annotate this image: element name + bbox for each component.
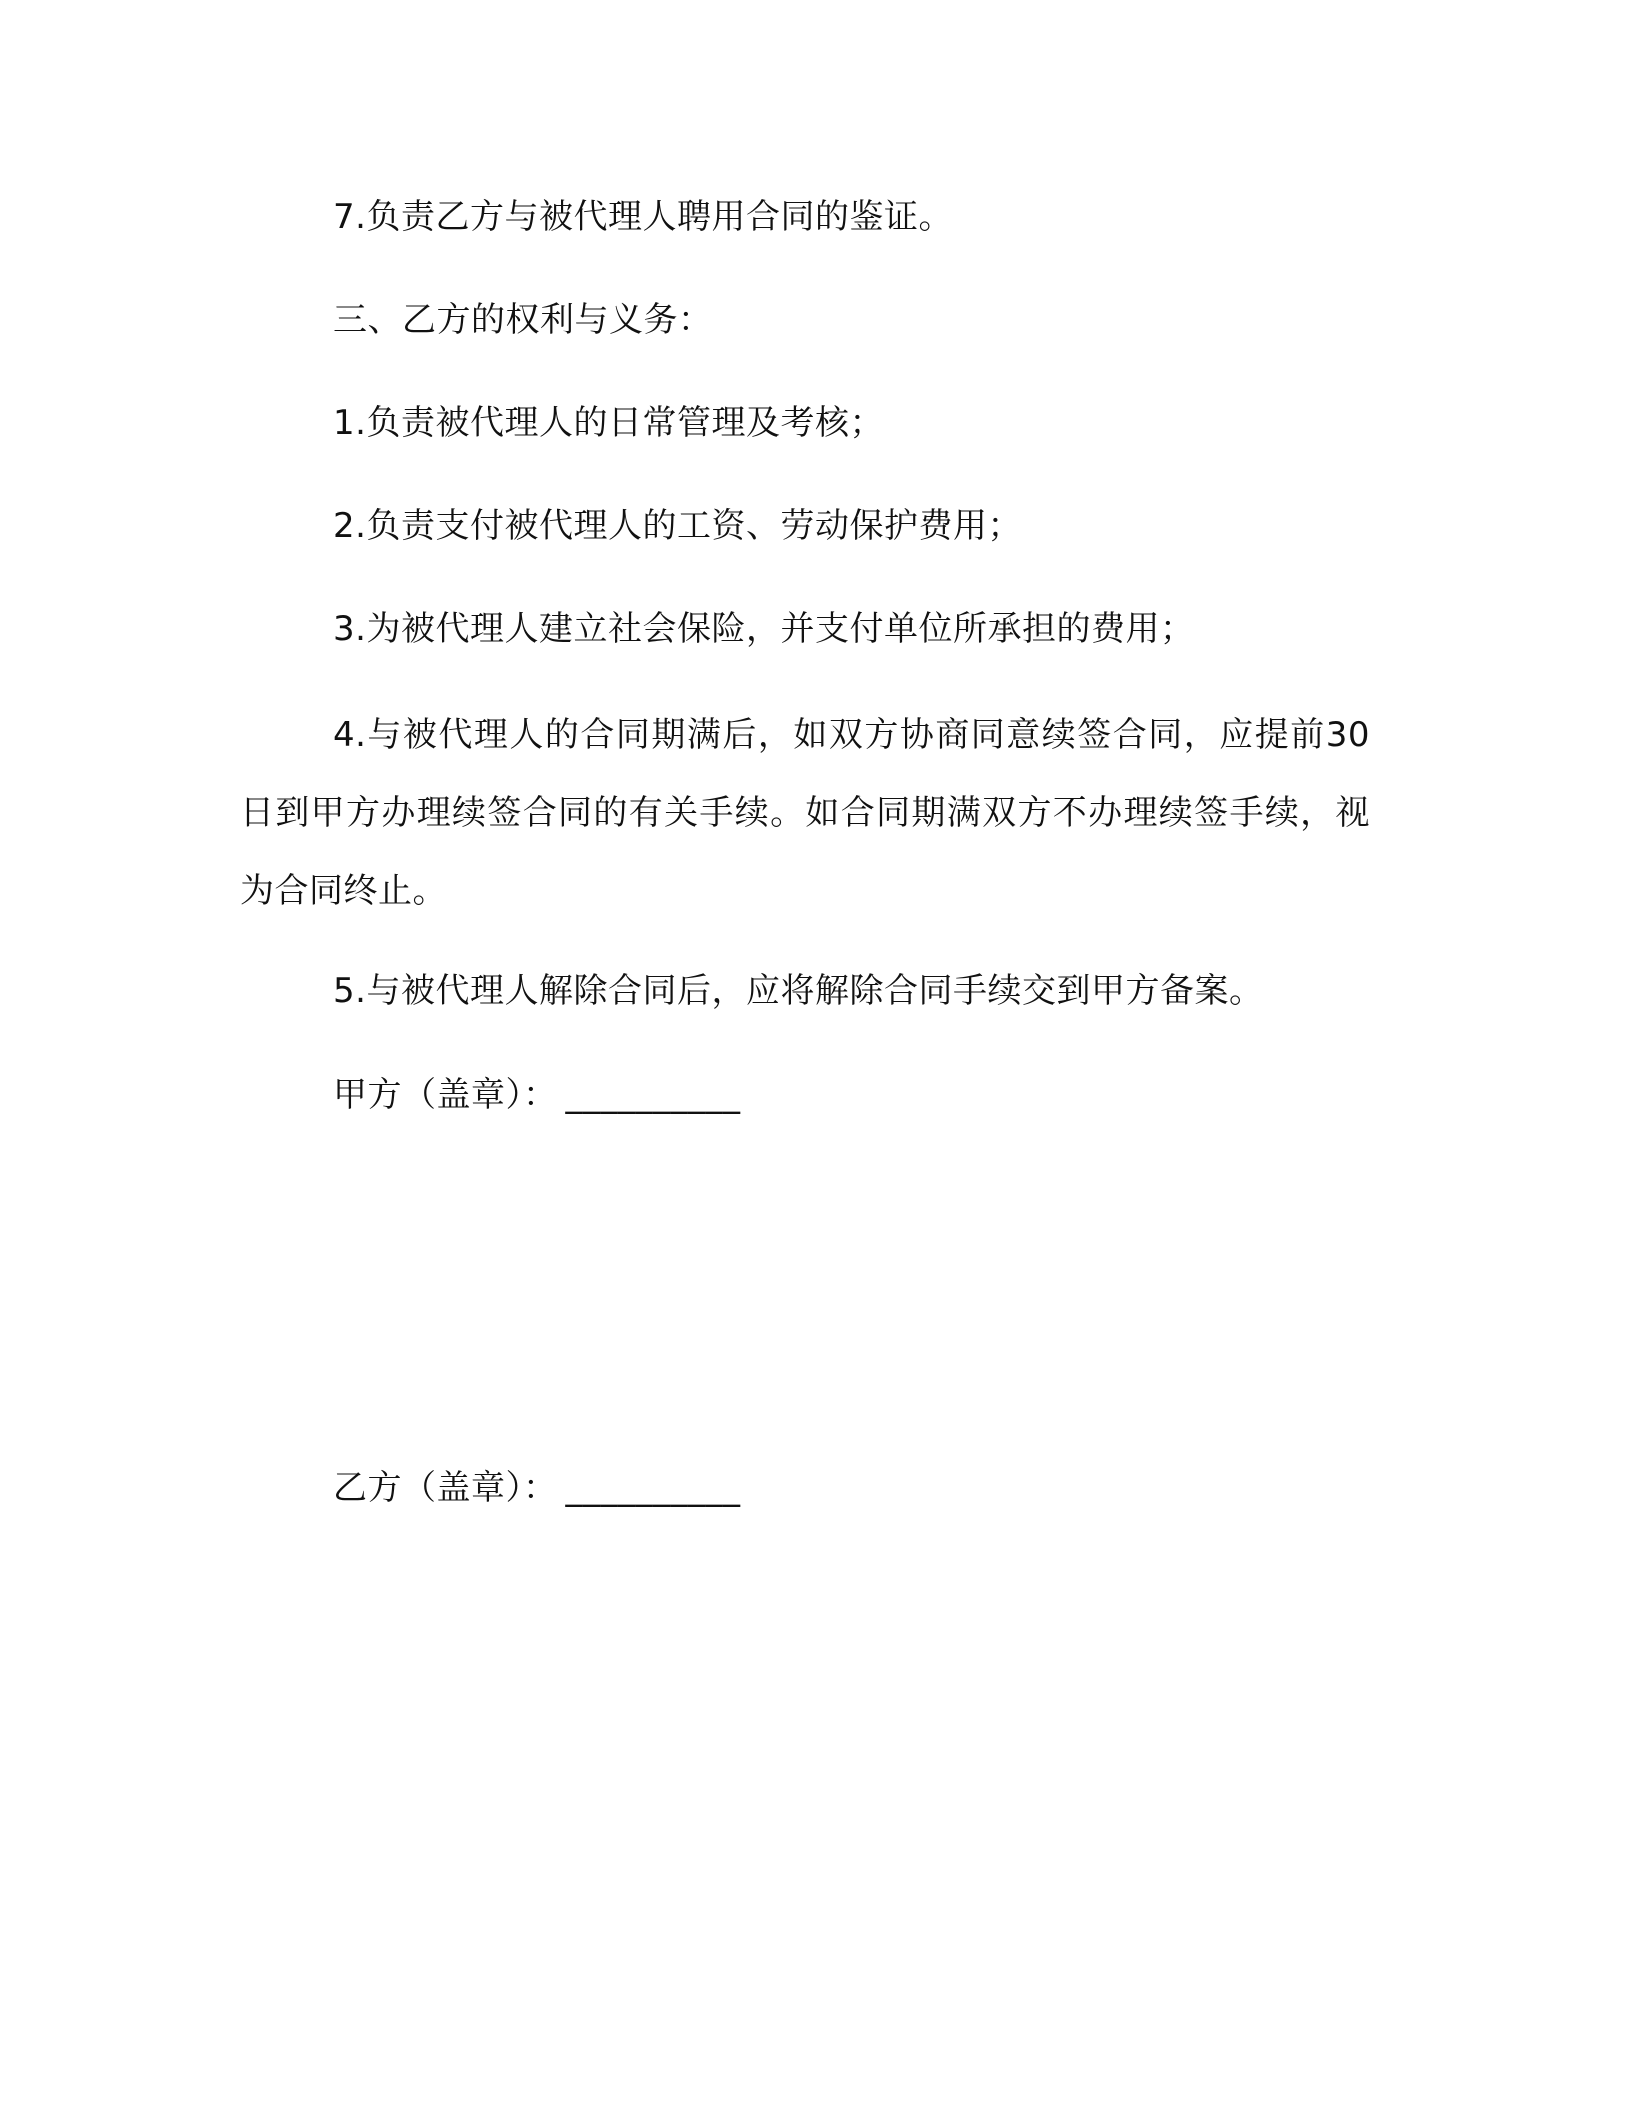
section-3-item-1: 1.负责被代理人的日常管理及考核；	[333, 403, 884, 443]
party-a-signature-blank: __________	[565, 1075, 741, 1115]
section-3-item-4: 4.与被代理人的合同期满后，如双方协商同意续签合同，应提前30 日到甲方办理续签合同的有关手续。如合同期满双方不办理续签手续，视为合同终止。	[240, 715, 1370, 911]
clause-7: 7.负责乙方与被代理人聘用合同的鉴证。	[333, 197, 953, 237]
section-3-item-5: 5.与被代理人解除合同后，应将解除合同手续交到甲方备案。	[333, 971, 1264, 1011]
party-a-signature	[333, 1074, 741, 1116]
party-b-label: 乙方（盖章）：	[333, 1468, 558, 1508]
section-3-heading: 三、乙方的权利与义务：	[333, 300, 713, 340]
section-3-item-3: 3.为被代理人建立社会保险，并支付单位所承担的费用；	[333, 609, 1195, 649]
party-b-signature	[333, 1467, 741, 1509]
section-3-item-2: 2.负责支付被代理人的工资、劳动保护费用；	[333, 506, 1022, 546]
party-b-signature-blank: __________	[565, 1468, 741, 1508]
party-a-label: 甲方（盖章）：	[333, 1075, 558, 1115]
